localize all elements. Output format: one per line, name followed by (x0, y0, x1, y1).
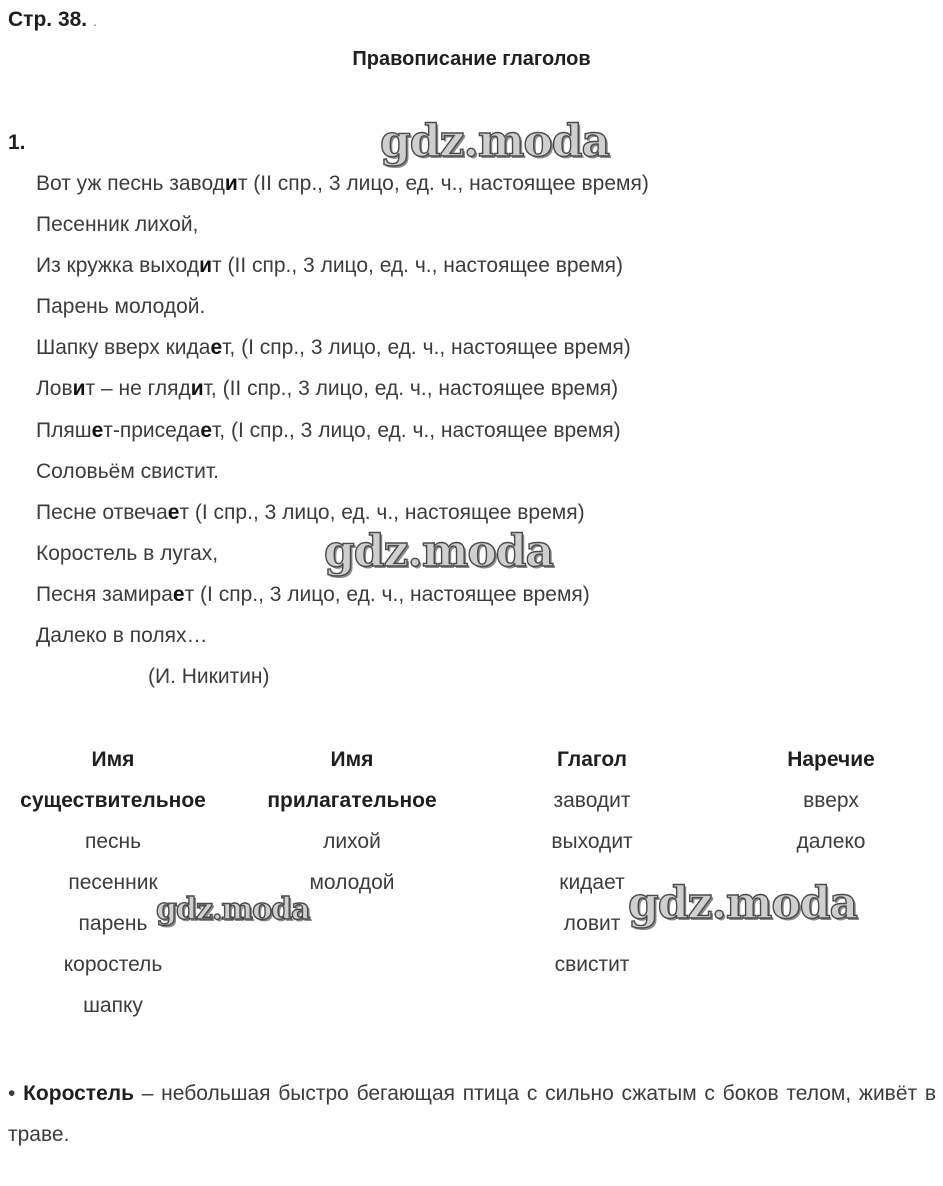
table-word: свистит (554, 953, 630, 976)
column-header: Глагол (557, 748, 627, 771)
poem-text: т, (II спр., 3 лицо, ед. ч., настоящее время) (203, 377, 619, 400)
table-word: лихой (323, 830, 381, 853)
highlighted-ending: е (91, 419, 104, 442)
poem-text: Парень молодой. (36, 295, 206, 318)
poem-line (36, 460, 219, 484)
table-column (731, 746, 931, 869)
page-dot: . (93, 13, 98, 29)
poem-text: Песенник лихой, (36, 213, 199, 236)
task-number: 1. (8, 131, 26, 154)
poem-text: т – не гляд (85, 377, 191, 400)
table-word: выходит (551, 830, 633, 853)
highlighted-ending: и (224, 172, 238, 195)
table-word: парень (78, 912, 148, 935)
highlighted-ending: е (210, 336, 223, 359)
highlighted-ending: е (167, 501, 180, 524)
poem-text: т (I спр., 3 лицо, ед. ч., настоящее время) (184, 583, 590, 606)
poem-line (36, 254, 623, 278)
poem-line (36, 336, 631, 360)
table-word: далеко (796, 830, 866, 853)
poem-line (36, 213, 198, 237)
table-word: песенник (68, 871, 158, 894)
column-header-continued: прилагательное (267, 789, 437, 812)
poem-text: Пляш (36, 419, 92, 442)
poem-text: Вот уж песнь завод (36, 172, 225, 195)
poem-text: т-приседа (103, 419, 201, 442)
poem-line (36, 501, 585, 525)
poem-text: т (II спр., 3 лицо, ед. ч., настоящее время) (237, 172, 649, 195)
highlighted-ending: и (199, 254, 213, 277)
column-header: Имя (91, 748, 135, 771)
watermark-logo: gdz.moda (324, 526, 554, 577)
watermark-logo: gdz.moda (628, 878, 858, 929)
table-word: ловит (563, 912, 621, 935)
table-column (237, 746, 467, 910)
table-word: молодой (309, 871, 395, 894)
poem-line (36, 419, 621, 443)
poem-text: т, (I спр., 3 лицо, ед. ч., настоящее время) (212, 419, 621, 442)
table-column (492, 746, 692, 992)
table-column (0, 746, 228, 1033)
table-word: шапку (83, 994, 143, 1017)
column-header: Имя (330, 748, 374, 771)
footnote-term: Коростель (23, 1082, 135, 1105)
page-reference (8, 8, 97, 32)
column-header: Наречие (787, 748, 875, 771)
poem-text: Далеко в полях… (36, 624, 208, 647)
poem-line (36, 172, 649, 196)
footnote-bullet: • (8, 1082, 24, 1105)
poem-line (36, 295, 205, 319)
table-word: коростель (63, 953, 163, 976)
table-word: песнь (84, 830, 142, 853)
poem-text: т (II спр., 3 лицо, ед. ч., настоящее время) (212, 254, 624, 277)
poem-text: т, (I спр., 3 лицо, ед. ч., настоящее время) (222, 336, 631, 359)
page-number: Стр. 38. (8, 8, 88, 31)
table-word: кидает (559, 871, 625, 894)
footnote (8, 1073, 936, 1155)
table-word: вверх (803, 789, 859, 812)
highlighted-ending: и (190, 377, 204, 400)
table-word: заводит (553, 789, 631, 812)
poem-line (36, 542, 218, 566)
poem-text: Песне отвеча (36, 501, 168, 524)
poem-text: Из кружка выход (36, 254, 200, 277)
footnote-text: – небольшая быстро бегающая птица с сильно сжатым с боков телом, живёт в траве. (8, 1082, 937, 1146)
poem-text: Соловьём свистит. (36, 460, 219, 483)
highlighted-ending: и (72, 377, 86, 400)
highlighted-ending: е (172, 583, 185, 606)
poem-line (36, 377, 618, 401)
poem-author: (И. Никитин) (148, 665, 270, 688)
watermark-logo: gdz.moda (156, 892, 310, 927)
poem-text: Коростель в лугах, (36, 542, 219, 565)
page-title: Правописание глаголов (352, 48, 591, 70)
poem-text: Лов (36, 377, 73, 400)
poem-line (36, 583, 590, 607)
highlighted-ending: е (200, 419, 212, 442)
poem-text: Шапку вверх кида (36, 336, 211, 359)
watermark-logo: gdz.moda (380, 116, 610, 167)
poem-line (36, 624, 207, 648)
poem-text: т (I спр., 3 лицо, ед. ч., настоящее время) (179, 501, 585, 524)
poem-text: Песня замира (36, 583, 173, 606)
column-header-continued: существительное (20, 789, 206, 812)
